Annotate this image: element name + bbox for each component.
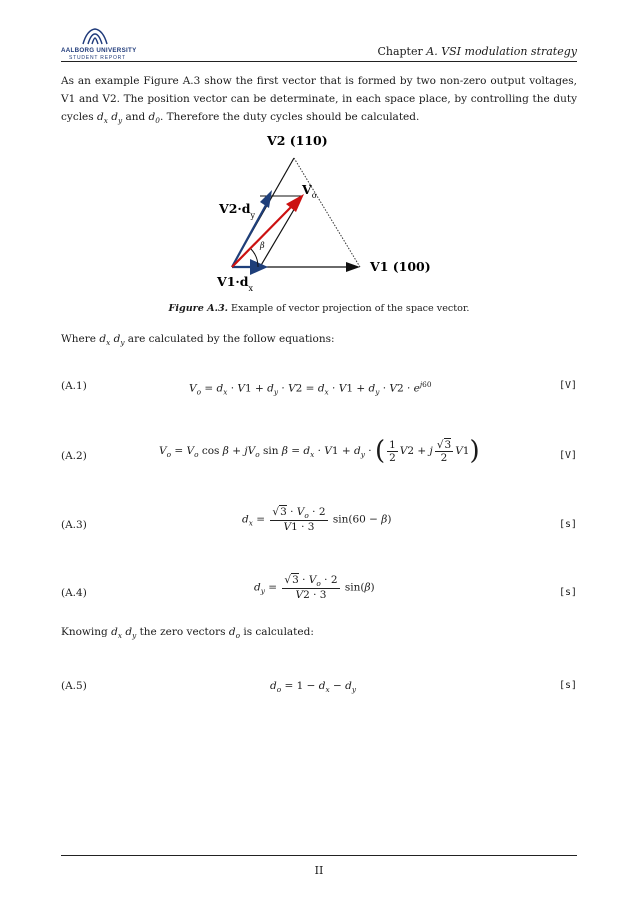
equation-body: $V_o = d_x \cdot V1 + d_y \cdot V2 = d_x \cdot V1 + d_y \cdot V2 \cdot e^{j60}$ [189, 380, 432, 397]
logo-text: AALBORG UNIVERSITY [61, 47, 137, 54]
vector-diagram [200, 128, 440, 298]
equation-unit: [s] [558, 519, 577, 530]
knowing-suffix: the zero vectors [136, 626, 229, 638]
caption-label: Figure A.3. [168, 303, 228, 314]
where-prefix: Where [61, 333, 100, 345]
where-dy: $d_y$ [113, 333, 125, 348]
footer-rule [61, 855, 577, 856]
chapter-prefix: Chapter [377, 45, 423, 58]
duty-dx: $d_x$ [97, 111, 108, 126]
equation-number: (A.4) [61, 587, 87, 599]
duty-dy: $d_y$ [111, 111, 123, 126]
knowing-prefix: Knowing [61, 626, 112, 638]
where-dx: $d_x$ [99, 333, 111, 348]
equation-unit: [V] [558, 450, 577, 461]
header-rule [61, 61, 577, 62]
intro-paragraph [61, 72, 577, 130]
chapter-letter: A. [426, 45, 438, 58]
equation-unit: [s] [558, 680, 577, 691]
label-vo: $V_o$ [302, 182, 317, 200]
equation-number: (A.3) [61, 519, 87, 531]
equation-body: $d_o = 1 - d_x - d_y$ [270, 680, 357, 695]
and-word: and [122, 111, 149, 123]
label-beta: β [260, 241, 265, 250]
knowing-end: is calculated: [240, 626, 314, 638]
equation-body: $V_o = V_o$ $\cos \beta + jV_o$ $\sin \beta = d_x \cdot V1 + d_y$ · ( $\frac{1}{2}$ V2 + j $\frac{√3}{2}$ V1) [159, 436, 480, 466]
duty-d0: $d_0$ [148, 111, 160, 126]
label-v1: V1 (100) [370, 259, 431, 274]
caption-text: Example of vector projection of the space vector. [227, 303, 470, 314]
equation-unit: [V] [558, 380, 577, 391]
equation-a3 [61, 506, 577, 546]
equation-a2 [61, 436, 577, 476]
label-v1dx: $V1\cdot d_x$ [217, 274, 254, 293]
equation-number: (A.5) [61, 680, 87, 692]
chapter-title: VSI modulation strategy [441, 45, 577, 58]
hexagon-edge-dotted [294, 158, 360, 267]
chapter-header [377, 45, 577, 58]
page-number: II [314, 864, 324, 877]
knowing-paragraph [61, 623, 577, 645]
knowing-dx: $d_x$ [111, 626, 122, 641]
equation-a4 [61, 574, 577, 614]
knowing-dy: $d_y$ [125, 626, 137, 641]
equation-number: (A.2) [61, 450, 87, 462]
logo-subtext: STUDENT REPORT [69, 55, 126, 61]
equation-body: $d_y$ = $\frac{√3 \cdot V_o \cdot 2}{V2 \cdot 3}$ sin(β) [254, 574, 375, 602]
knowing-do: $d_o$ [228, 626, 240, 641]
intro-text: As an example Figure A.3 show the first vector that is formed by two non-zero output voltages, V1 and V2. The position vector can be determinate, in each space place, by controlling the duty cycles [61, 75, 577, 123]
label-v2dy: $V2\cdot d_y$ [219, 201, 256, 220]
logo-mark-icon [79, 26, 111, 46]
equation-number: (A.1) [61, 380, 87, 392]
label-v2: V2 (110) [267, 133, 328, 148]
equation-a1 [61, 372, 577, 402]
v1dx-arrowhead-icon [250, 259, 268, 275]
where-suffix: are calculated by the follow equations: [124, 333, 335, 345]
university-logo [61, 26, 137, 64]
equation-body: $d_x$ = $\frac{√3 \cdot V_o \cdot 2}{V1 \cdot 3}$ sin(60 − β) [242, 506, 392, 534]
equation-unit: [s] [558, 587, 577, 598]
where-paragraph [61, 330, 577, 352]
v2dy-arrowhead-icon [260, 190, 272, 208]
intro-tail: . Therefore the duty cycles should be calculated. [159, 111, 420, 123]
equation-a5 [61, 672, 577, 702]
figure-caption [61, 303, 577, 314]
